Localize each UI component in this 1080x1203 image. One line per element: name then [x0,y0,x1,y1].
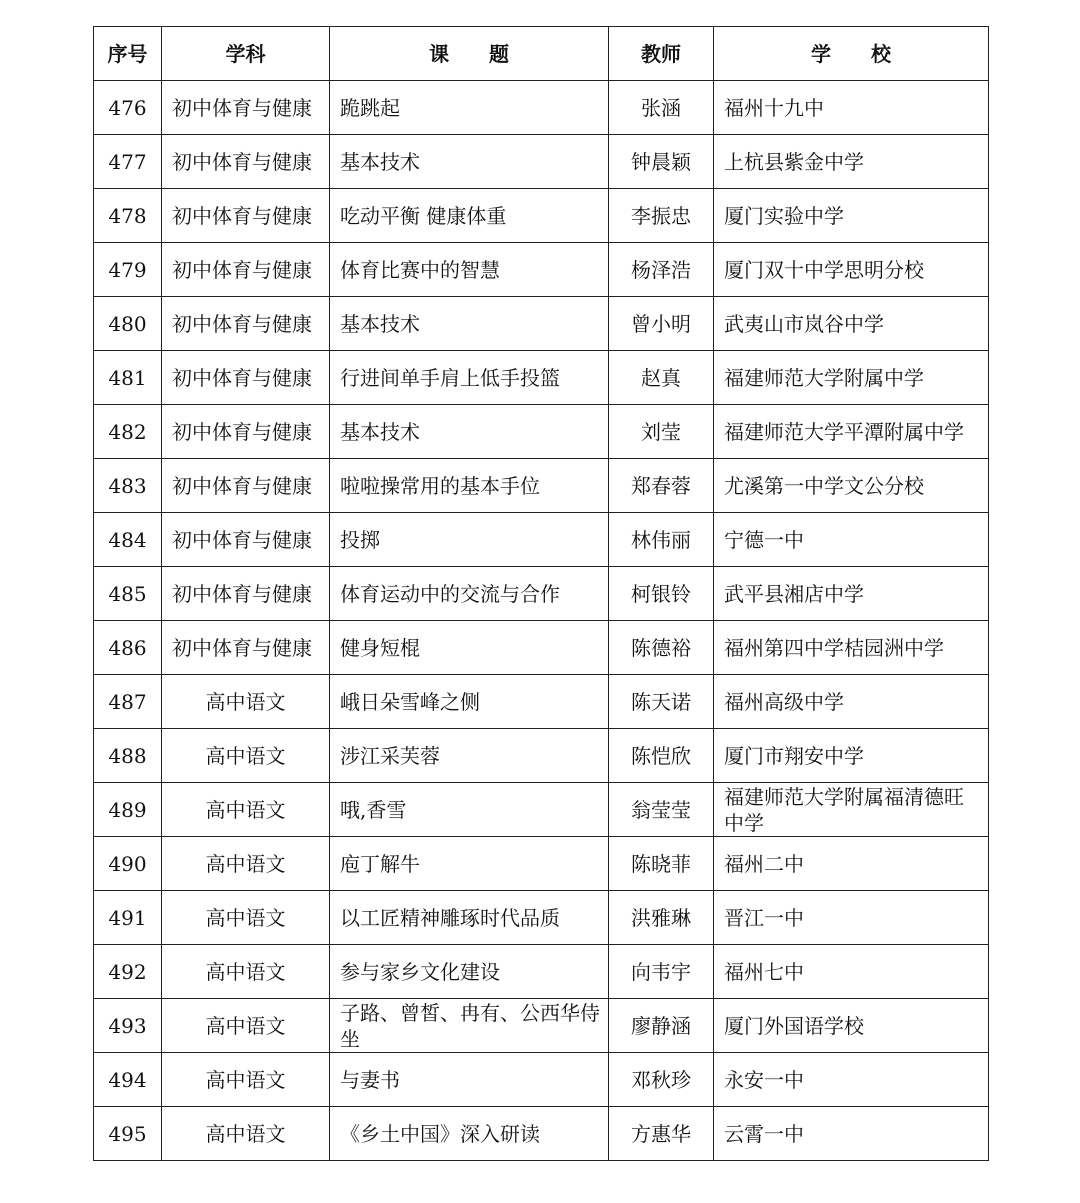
cell-school: 武平县湘店中学 [714,567,989,621]
cell-subject: 初中体育与健康 [162,135,330,189]
cell-index: 477 [94,135,162,189]
cell-subject: 初中体育与健康 [162,621,330,675]
cell-teacher: 翁莹莹 [609,783,714,837]
cell-teacher: 洪雅琳 [609,891,714,945]
cell-teacher: 郑春蓉 [609,459,714,513]
cell-school: 福州七中 [714,945,989,999]
cell-school: 云霄一中 [714,1107,989,1161]
cell-topic: 基本技术 [330,135,609,189]
cell-index: 478 [94,189,162,243]
table-row [94,1107,989,1161]
cell-teacher: 刘莹 [609,405,714,459]
table-row [94,567,989,621]
cell-topic: 子路、曾皙、冉有、公西华侍坐 [330,999,609,1053]
cell-subject: 高中语文 [162,945,330,999]
cell-school: 福州二中 [714,837,989,891]
cell-topic: 《乡土中国》深入研读 [330,1107,609,1161]
cell-topic: 投掷 [330,513,609,567]
cell-school: 上杭县紫金中学 [714,135,989,189]
cell-index: 479 [94,243,162,297]
cell-subject: 高中语文 [162,783,330,837]
cell-topic: 行进间单手肩上低手投篮 [330,351,609,405]
cell-school: 福州第四中学桔园洲中学 [714,621,989,675]
cell-subject: 高中语文 [162,729,330,783]
header-index: 序号 [94,27,162,81]
table-row [94,1053,989,1107]
cell-teacher: 李振忠 [609,189,714,243]
cell-topic: 哦,香雪 [330,783,609,837]
cell-subject: 初中体育与健康 [162,243,330,297]
cell-school: 厦门双十中学思明分校 [714,243,989,297]
cell-topic: 涉江采芙蓉 [330,729,609,783]
table-row [94,189,989,243]
cell-teacher: 钟晨颖 [609,135,714,189]
cell-subject: 初中体育与健康 [162,513,330,567]
table-row [94,999,989,1053]
cell-topic: 体育运动中的交流与合作 [330,567,609,621]
cell-index: 489 [94,783,162,837]
cell-topic: 基本技术 [330,297,609,351]
table-row [94,945,989,999]
cell-school: 福州高级中学 [714,675,989,729]
table-row [94,351,989,405]
cell-index: 486 [94,621,162,675]
table-row [94,459,989,513]
table-row [94,243,989,297]
table-row [94,135,989,189]
cell-teacher: 方惠华 [609,1107,714,1161]
cell-teacher: 陈天诺 [609,675,714,729]
cell-topic: 啦啦操常用的基本手位 [330,459,609,513]
table-row [94,405,989,459]
cell-subject: 初中体育与健康 [162,297,330,351]
cell-school: 晋江一中 [714,891,989,945]
cell-index: 481 [94,351,162,405]
cell-school: 福建师范大学附属福清德旺中学 [714,783,989,837]
table-row [94,783,989,837]
cell-subject: 高中语文 [162,1053,330,1107]
table-row [94,621,989,675]
cell-teacher: 赵真 [609,351,714,405]
cell-school: 厦门实验中学 [714,189,989,243]
cell-subject: 高中语文 [162,675,330,729]
cell-topic: 庖丁解牛 [330,837,609,891]
cell-school: 福建师范大学附属中学 [714,351,989,405]
award-list-table [93,26,989,1161]
cell-index: 494 [94,1053,162,1107]
cell-teacher: 杨泽浩 [609,243,714,297]
award-list-table-container [93,26,988,1161]
cell-teacher: 林伟丽 [609,513,714,567]
cell-school: 永安一中 [714,1053,989,1107]
cell-topic: 健身短棍 [330,621,609,675]
cell-teacher: 廖静涵 [609,999,714,1053]
table-row [94,675,989,729]
cell-topic: 体育比赛中的智慧 [330,243,609,297]
cell-index: 495 [94,1107,162,1161]
cell-teacher: 向韦宇 [609,945,714,999]
cell-teacher: 曾小明 [609,297,714,351]
cell-subject: 高中语文 [162,999,330,1053]
table-row [94,513,989,567]
cell-subject: 高中语文 [162,891,330,945]
cell-subject: 初中体育与健康 [162,351,330,405]
cell-teacher: 陈晓菲 [609,837,714,891]
cell-index: 482 [94,405,162,459]
table-row [94,837,989,891]
cell-subject: 高中语文 [162,1107,330,1161]
cell-teacher: 陈德裕 [609,621,714,675]
cell-topic: 参与家乡文化建设 [330,945,609,999]
cell-subject: 初中体育与健康 [162,459,330,513]
header-subject: 学科 [162,27,330,81]
cell-subject: 初中体育与健康 [162,81,330,135]
cell-teacher: 邓秋珍 [609,1053,714,1107]
header-teacher: 教师 [609,27,714,81]
cell-school: 尤溪第一中学文公分校 [714,459,989,513]
cell-index: 484 [94,513,162,567]
header-school: 学 校 [714,27,989,81]
table-row [94,891,989,945]
table-row [94,729,989,783]
cell-topic: 与妻书 [330,1053,609,1107]
cell-school: 武夷山市岚谷中学 [714,297,989,351]
cell-index: 485 [94,567,162,621]
table-row [94,81,989,135]
table-body [94,81,989,1161]
cell-subject: 初中体育与健康 [162,189,330,243]
cell-topic: 基本技术 [330,405,609,459]
cell-subject: 高中语文 [162,837,330,891]
cell-subject: 初中体育与健康 [162,567,330,621]
cell-index: 493 [94,999,162,1053]
cell-index: 487 [94,675,162,729]
cell-topic: 以工匠精神雕琢时代品质 [330,891,609,945]
cell-index: 491 [94,891,162,945]
cell-index: 492 [94,945,162,999]
cell-index: 490 [94,837,162,891]
table-row [94,297,989,351]
cell-subject: 初中体育与健康 [162,405,330,459]
cell-teacher: 张涵 [609,81,714,135]
cell-school: 福州十九中 [714,81,989,135]
cell-school: 宁德一中 [714,513,989,567]
cell-school: 厦门外国语学校 [714,999,989,1053]
cell-index: 480 [94,297,162,351]
cell-index: 488 [94,729,162,783]
header-topic: 课 题 [330,27,609,81]
cell-teacher: 陈恺欣 [609,729,714,783]
cell-school: 厦门市翔安中学 [714,729,989,783]
cell-topic: 峨日朵雪峰之侧 [330,675,609,729]
cell-topic: 跪跳起 [330,81,609,135]
cell-index: 476 [94,81,162,135]
table-header-row [94,27,989,81]
cell-teacher: 柯银铃 [609,567,714,621]
cell-index: 483 [94,459,162,513]
cell-school: 福建师范大学平潭附属中学 [714,405,989,459]
cell-topic: 吃动平衡 健康体重 [330,189,609,243]
